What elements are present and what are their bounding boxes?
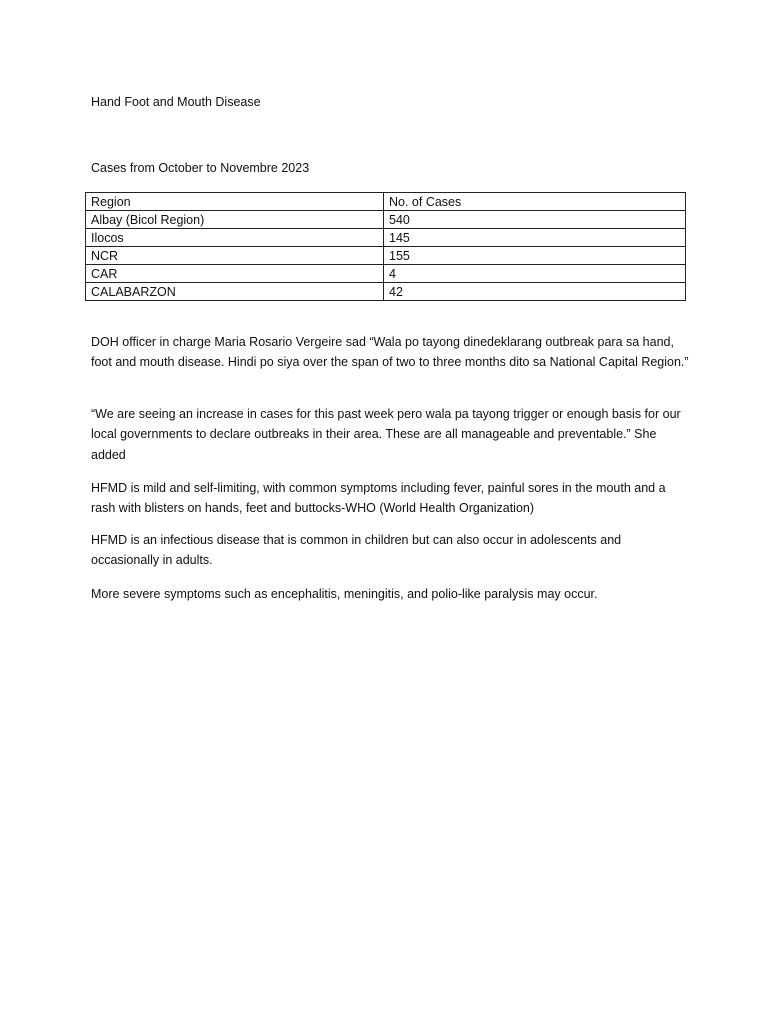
document-title: Hand Foot and Mouth Disease	[91, 95, 261, 109]
table-row	[86, 283, 686, 301]
cases-cell: 42	[384, 283, 686, 301]
cases-cell: 4	[384, 265, 686, 283]
region-cell: Ilocos	[86, 229, 384, 247]
cases-cell: 540	[384, 211, 686, 229]
region-cell: CALABARZON	[86, 283, 384, 301]
table-caption: Cases from October to Novembre 2023	[91, 161, 310, 175]
severe-symptoms-paragraph: More severe symptoms such as encephalitis, meningitis, and polio-like paralysis may occur.	[91, 587, 598, 601]
table-row	[86, 265, 686, 283]
symptoms-paragraph: HFMD is mild and self-limiting, with common symptoms including fever, painful sores in the mouth and a rash with blisters on hands, feet and buttocks-WHO (World Health Organization)	[91, 481, 666, 516]
quote-paragraph: DOH officer in charge Maria Rosario Vergeire sad “Wala po tayong dinedeklarang outbreak para sa hand, foot and mouth disease. Hindi po siya over the span of two to three months dito sa National Capital Region.”	[91, 335, 689, 370]
table-row	[86, 229, 686, 247]
table-row	[86, 211, 686, 229]
cases-cell: 145	[384, 229, 686, 247]
header-region: Region	[86, 193, 384, 211]
cases-table	[85, 192, 686, 301]
header-cases: No. of Cases	[384, 193, 686, 211]
table-row	[86, 247, 686, 265]
quote-continuation-paragraph: “We are seeing an increase in cases for this past week pero wala pa tayong trigger or enough basis for our local governments to declare outbreaks in their area. These are all manageable and preventable.” She added	[91, 407, 681, 462]
infectious-disease-paragraph: HFMD is an infectious disease that is common in children but can also occur in adolescents and occasionally in adults.	[91, 533, 622, 568]
region-cell: CAR	[86, 265, 384, 283]
region-cell: Albay (Bicol Region)	[86, 211, 384, 229]
cases-cell: 155	[384, 247, 686, 265]
table-header-row	[86, 193, 686, 211]
region-cell: NCR	[86, 247, 384, 265]
